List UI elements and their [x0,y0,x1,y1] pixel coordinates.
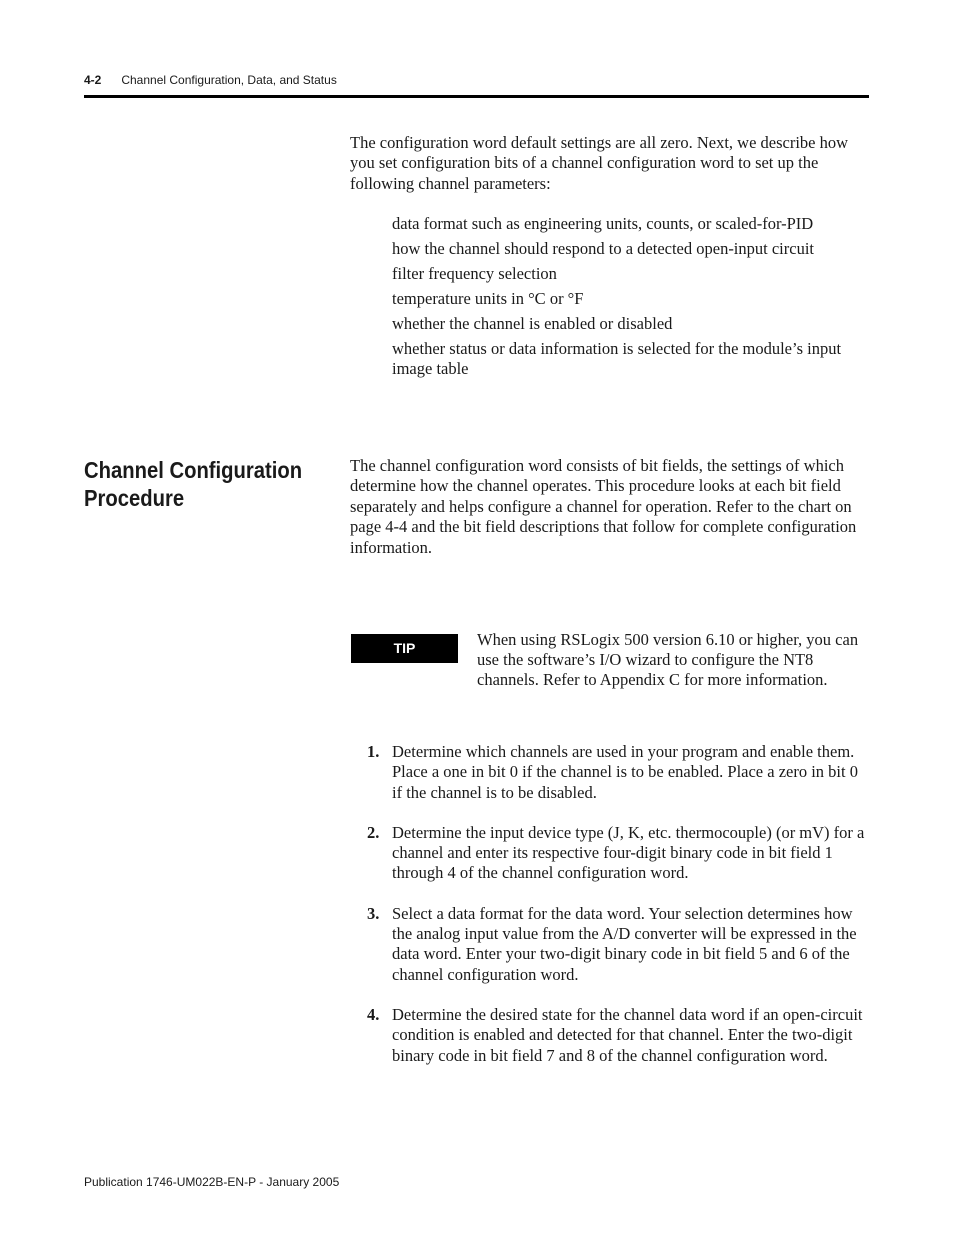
step-text: Determine which channels are used in your program and enable them. Place a one in bit 0 if the channel is to be enabled. Place a zero in bit 0 if the channel is to be disabled. [392,742,858,802]
step-text: Select a data format for the data word. Your selection determines how the analog input value from the A/D converter will be expressed in the data word. Enter your two-digit binary code in bit field 5 and 6 of the channel configuration word. [392,903,857,984]
step-number: 3. [367,903,380,923]
intro-paragraph: The configuration word default settings are all zero. Next, we describe how you set configuration bits of a channel configuration word to set up the following channel parameters: [350,133,849,193]
step-item [350,742,870,803]
list-item: filter frequency selection [392,263,557,283]
list-item: whether the channel is enabled or disabled [392,313,673,333]
step-text: Determine the input device type (J, K, etc. thermocouple) (or mV) for a channel and enter its respective four-digit binary code in bit field 1 through 4 of the channel configuration word. [392,822,865,883]
list-item: whether status or data information is selected for the module’s input image table [392,338,842,378]
list-item: data format such as engineering units, counts, or scaled-for-PID [392,214,814,233]
step-number: 4. [367,1004,380,1024]
publication-footer: Publication 1746-UM022B-EN-P - January 2005 [84,1175,340,1189]
section-paragraph: The channel configuration word consists of bit fields, the settings of which determine how the channel operates. This procedure looks at each bit field separately and helps configure a channel for operation. Refer to the chart on page 4-4 and the bit field descriptions that follow for complete configuration information. [350,456,857,557]
step-number: 2. [367,822,380,842]
procedure-steps [350,742,870,1086]
step-text: Determine the desired state for the channel data word if an open-circuit condition is enabled and detected for that channel. Enter the two-digit binary code in bit field 7 and 8 of the channel configuration word. [392,1004,863,1065]
parameter-list [392,214,870,384]
tip-text: When using RSLogix 500 version 6.10 or higher, you can use the software’s I/O wizard to configure the NT8 channels. Refer to Appendix C for more information. [477,630,859,690]
list-item: how the channel should respond to a detected open-input circuit [392,238,814,258]
step-item [350,1005,870,1066]
chapter-title: Channel Configuration, Data, and Status [121,73,337,87]
header-rule [84,95,869,98]
step-item [350,904,870,985]
page-number: 4-2 [84,73,102,87]
step-number: 1. [367,742,380,761]
step-item [350,823,870,884]
list-item: temperature units in °C or °F [392,288,584,308]
tip-badge: TIP [351,634,458,663]
running-header [84,73,337,87]
section-heading: Channel Configuration Procedure [84,457,303,511]
